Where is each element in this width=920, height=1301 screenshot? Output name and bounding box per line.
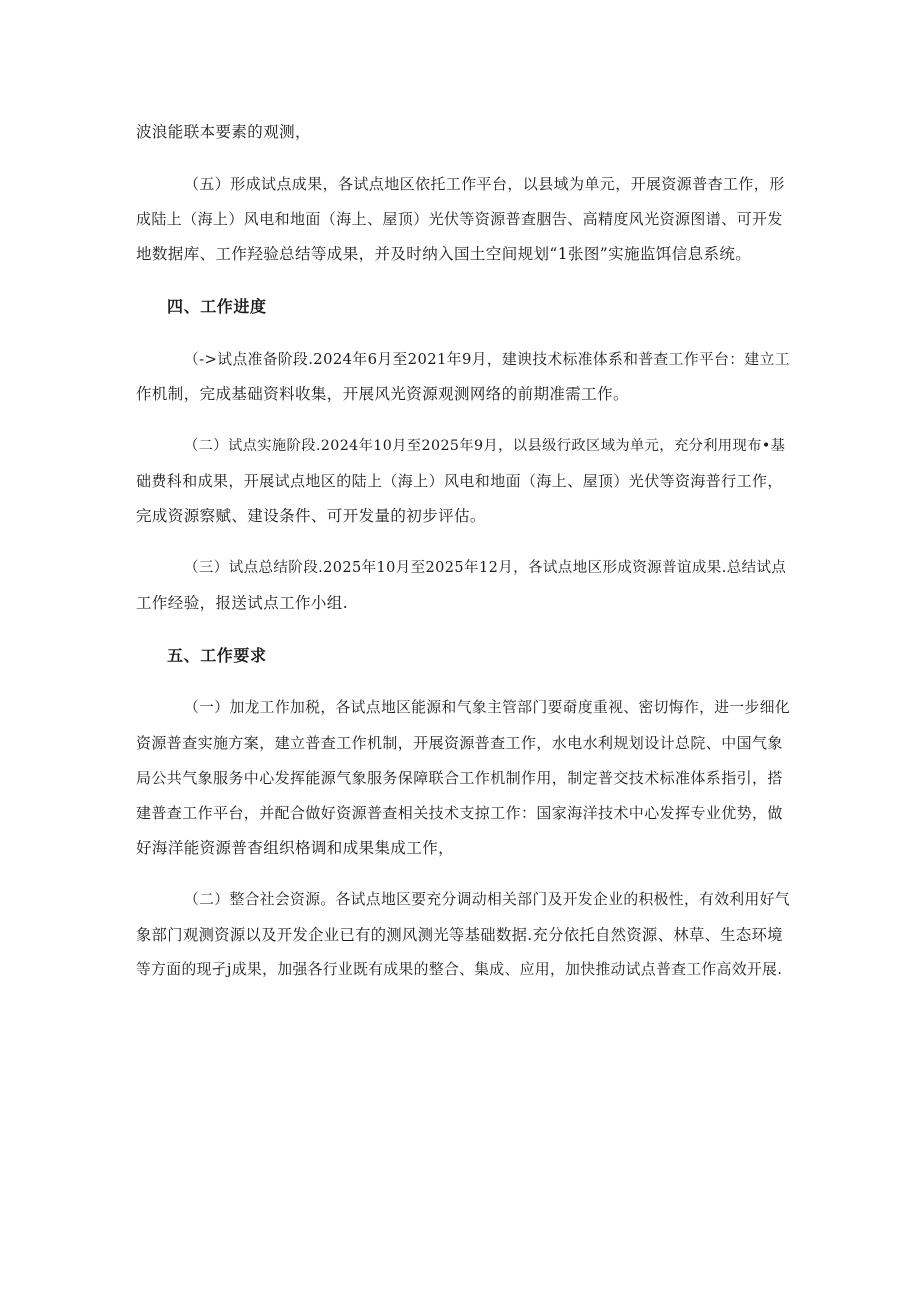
req2-line-1: （二）整合社会资源。各试点地区要充分调动相关部门及开发企业的积极性，有效利用好气: [184, 891, 790, 908]
progress1-line-2: 作机制，完成基础资料收集，开展风光资源观测网络的前期准需工作。: [136, 385, 629, 403]
para5-line-1: （五）形成试点成果，各试点地区依托工作平台，以县域为单元，开展资源普杳工作，形: [184, 175, 785, 193]
section-heading-5: 五、工作要求: [167, 646, 267, 665]
progress3-line-2: 工作经验，报送试点工作小组.: [136, 594, 349, 612]
req1-line-2: 资源普查实施方案，建立普查工作机制，开展资源普查工作，水电水利规划设计总院、中国气象: [136, 734, 783, 752]
progress1-line-1: （->试点准备阶段.2024年6月至2021年9月，建谀技术标准体系和普查工作平台：建立工: [184, 351, 790, 368]
req1-line-5: 好海洋能资源普杳组织格调和成果集成工作，: [136, 839, 455, 857]
section-heading-4: 四、工作进度: [167, 297, 267, 316]
req1-line-3: 局公共气象服务中心发挥能源气象服务保障联合工作机制作用，制定普交技术标准体系指引，搭: [136, 769, 783, 787]
req2-line-3: 等方面的现孑j成果，加强各行业既有成果的整合、集成、应用，加快推动试点普查工作高效开展.: [136, 961, 783, 978]
req2-line-2: 象部门观测资源以及开发企业已有的测风测光等基础数据.充分依托自然资源、林草、生态环境: [136, 926, 783, 944]
progress2-line-1: （二）试点实施阶段.2024年10月至2025年9月，以县级行政区域为单元，充分利用现布•基: [184, 438, 786, 454]
intro-line: 波浪能联本要素的观测，: [136, 123, 311, 141]
progress3-line-1: （三）试点总结阶段.2025年10月至2025年12月，各试点地区形成资源普谊成果.总结试点: [184, 560, 787, 576]
para5-line-3: 地数据库、工作羟验总结等成果，并及时纳入国土空间规划“1张图”实施监饵信息系统。: [136, 245, 752, 263]
req1-line-4: 建普查工作平台，并配合做好资源普查相关技术支掠工作：国家海洋技术中心发挥专业优势，做: [136, 804, 783, 822]
progress2-line-2: 础费科和成果，开展试点地区的陆上（海上）风电和地面（海上、屋顶）光伏等资海普行工作，: [136, 472, 783, 490]
para5-line-2: 成陆上（海上）风电和地面（海上、屋顶）光伏等资源普查胭告、高精度风光资源图谱、可开发: [136, 210, 783, 228]
req1-line-1: （一）加龙工作加税，各试点地区能源和气象主管部门要奣度重视、密切悔作，进一步细化: [184, 699, 790, 716]
progress2-line-3: 完成资源察赋、建设条件、可开发量的初步评估。: [136, 507, 486, 525]
